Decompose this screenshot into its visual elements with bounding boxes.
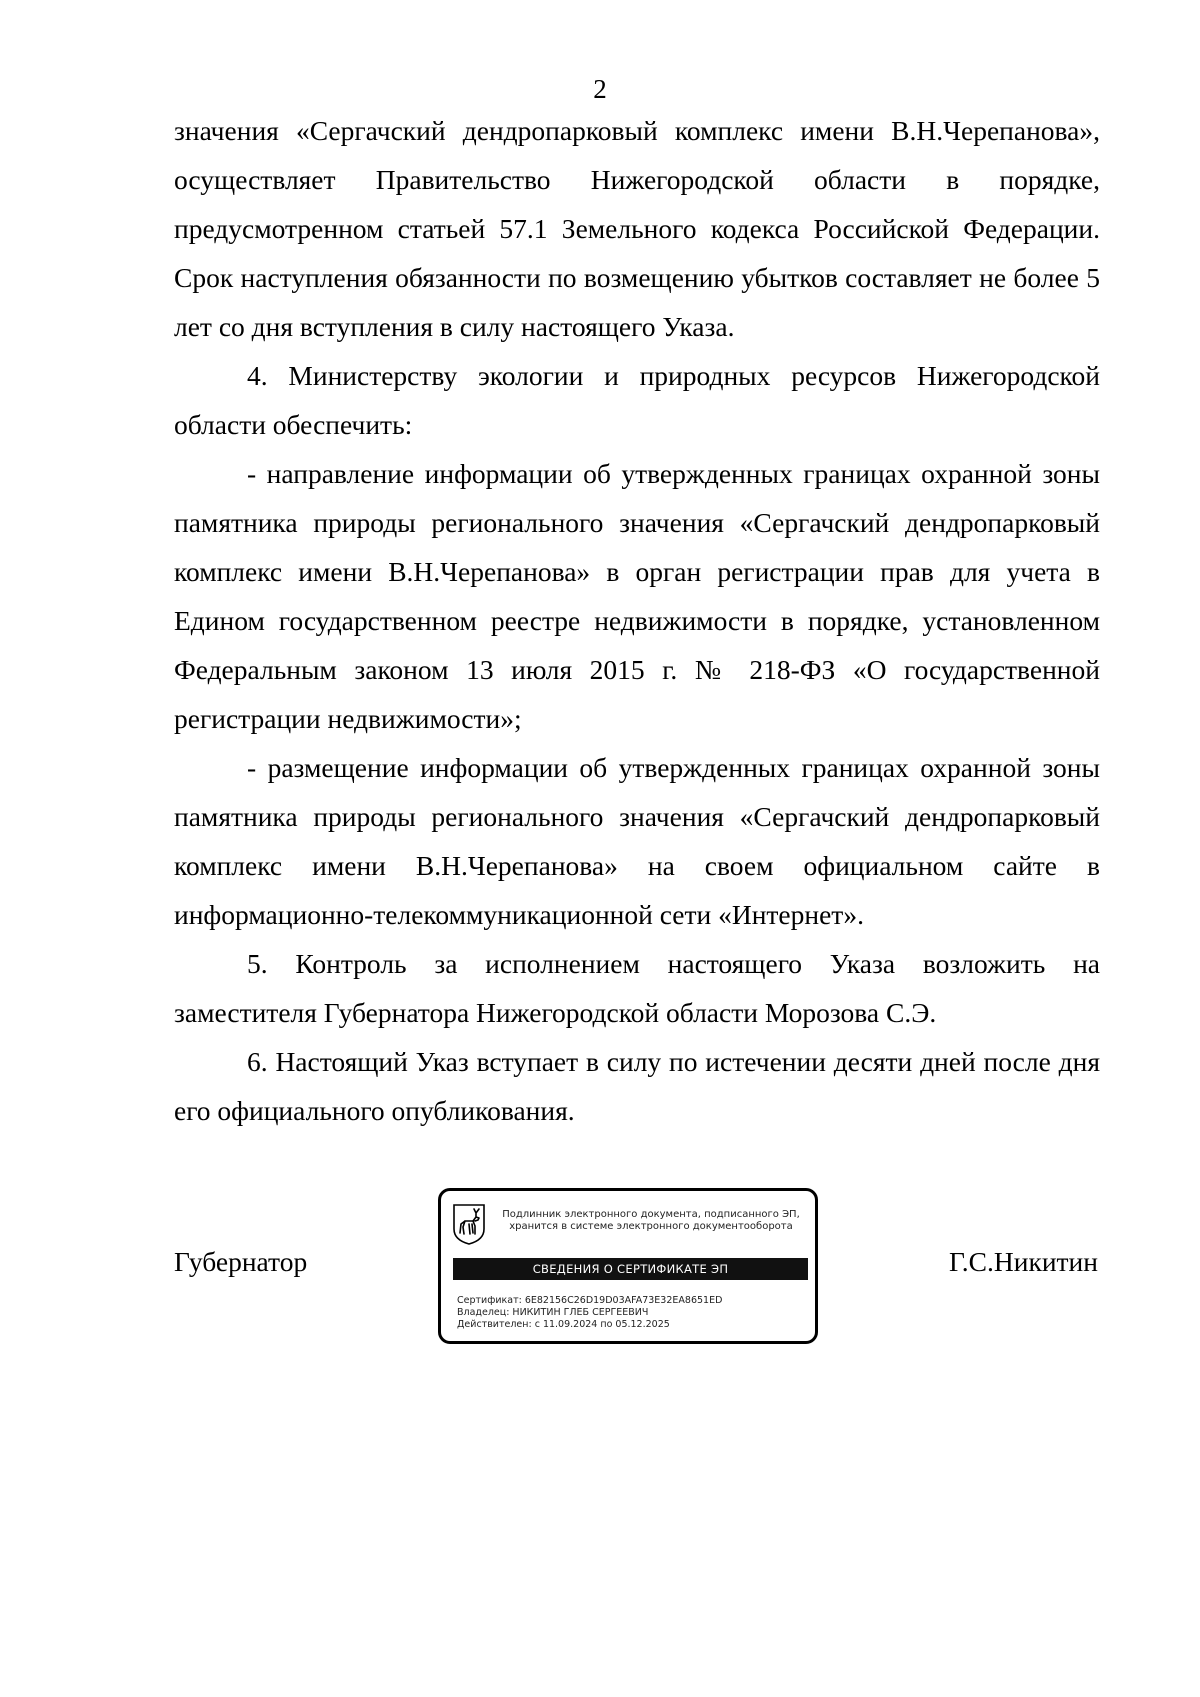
paragraph-item-4-publication: - размещение информации об утвержденных границах охранной зоны памятника природы регионального значения «Сергачский дендропарковый комплекс имени В.Н.Черепанова» на своем официальном сайте в информационно-телекоммуникационной сети «Интернет». xyxy=(174,752,1100,930)
certificate-number: Сертификат: 6E82156C26D19D03AFA73E32EA8651ED xyxy=(457,1295,723,1306)
stamp-notice-line: Подлинник электронного документа, подписанного ЭП, xyxy=(502,1209,800,1220)
certificate-owner: Владелец: НИКИТИН ГЛЕБ СЕРГЕЕВИЧ xyxy=(457,1307,649,1318)
paragraph-item-5: 5. Контроль за исполнением настоящего Указа возложить на заместителя Губернатора Нижегородской области Морозова С.Э. xyxy=(174,948,1100,1028)
paragraph-continuation: значения «Сергачский дендропарковый комплекс имени В.Н.Черепанова», осуществляет Правительство Нижегородской области в порядке, предусмотренном статьей 57.1 Земельного кодекса Российской Федерации. Срок наступления обязанности по возмещению убытков составляет не более 5 лет со дня вступления в силу настоящего Указа. xyxy=(174,115,1100,342)
signer-position: Губернатор xyxy=(174,1246,308,1277)
stamp-notice-line: хранится в системе электронного документооборота xyxy=(509,1221,793,1232)
certificate-info-bar: СВЕДЕНИЯ О СЕРТИФИКАТЕ ЭП xyxy=(453,1258,808,1280)
stamp-notice xyxy=(491,1209,811,1233)
signer-name: Г.С.Никитин xyxy=(949,1246,1098,1277)
electronic-signature-stamp xyxy=(438,1188,818,1344)
deer-emblem-icon xyxy=(452,1203,486,1245)
paragraph-item-6: 6. Настоящий Указ вступает в силу по истечении десяти дней после дня его официального опубликования. xyxy=(174,1046,1100,1126)
page-number: 2 xyxy=(593,74,607,104)
document-body xyxy=(174,106,1100,1135)
paragraph-item-4-registration: - направление информации об утвержденных границах охранной зоны памятника природы регионального значения «Сергачский дендропарковый комплекс имени В.Н.Черепанова» в орган регистрации прав для учета в Едином государственном реестре недвижимости в порядке, установленном Федеральным законом 13 июля 2015 г. № 218-ФЗ «О государственной регистрации недвижимости»; xyxy=(174,458,1100,734)
certificate-details xyxy=(457,1295,722,1331)
paragraph-item-4: 4. Министерству экологии и природных ресурсов Нижегородской области обеспечить: xyxy=(174,360,1100,440)
certificate-validity: Действителен: с 11.09.2024 по 05.12.2025 xyxy=(457,1319,670,1330)
signature-block xyxy=(174,1188,1100,1354)
